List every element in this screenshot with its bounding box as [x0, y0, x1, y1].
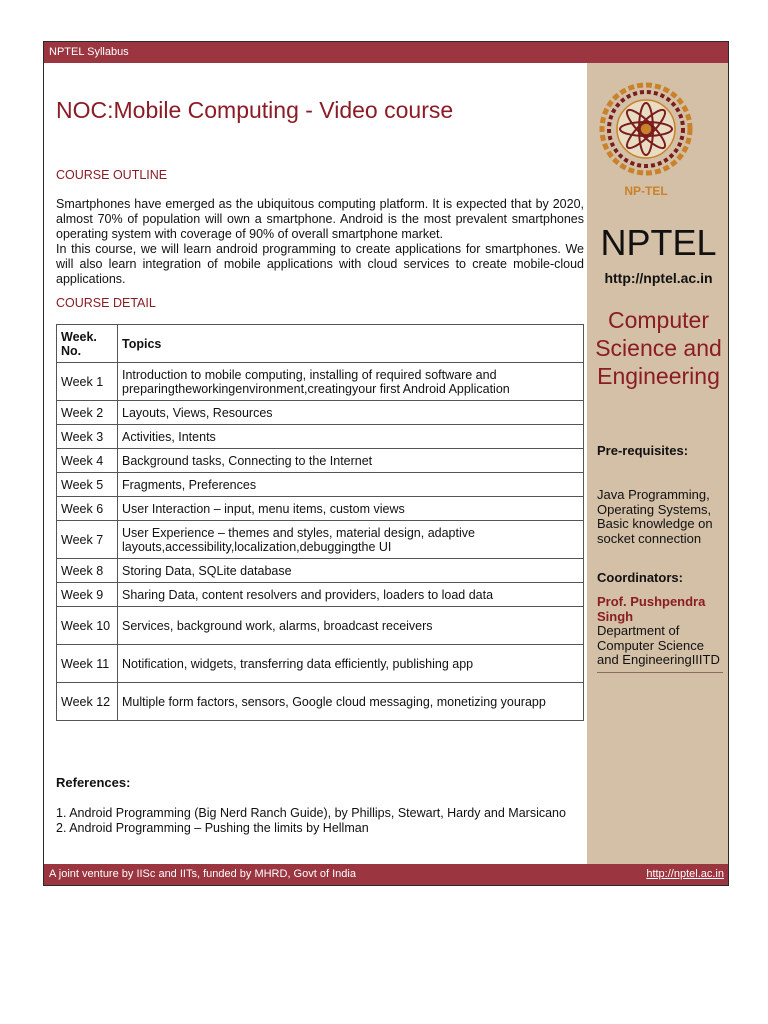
table-row: [57, 521, 584, 559]
column-header-week: Week. No.: [57, 325, 118, 363]
table-body: [57, 363, 584, 721]
header-bar: [44, 42, 728, 63]
references-heading: References:: [56, 775, 131, 790]
topic-cell: User Experience – themes and styles, material design, adaptive layouts,accessibility,localization,debuggingthe UI: [118, 521, 584, 559]
week-cell: Week 12: [57, 683, 118, 721]
week-cell: Week 4: [57, 449, 118, 473]
table-header-row: [57, 325, 584, 363]
footer-link[interactable]: http://nptel.ac.in: [646, 868, 724, 880]
course-outline-text: [56, 197, 584, 287]
topic-cell: Introduction to mobile computing, installing of required software and preparingtheworkingenvironment,creatingyour first Android Application: [118, 363, 584, 401]
topic-cell: Multiple form factors, sensors, Google cloud messaging, monetizing yourapp: [118, 683, 584, 721]
nptel-logo: [597, 79, 695, 201]
course-outline-heading: COURSE OUTLINE: [56, 168, 168, 182]
topic-cell: User Interaction – input, menu items, custom views: [118, 497, 584, 521]
column-header-topics: Topics: [118, 325, 584, 363]
week-cell: Week 5: [57, 473, 118, 497]
outline-paragraph-2: In this course, we will learn android programming to create applications for smartphones. We will also learn integration of mobile applications with cloud services to create mobile-cloud applications.: [56, 242, 584, 286]
course-detail-heading: COURSE DETAIL: [56, 296, 156, 310]
footer-text: A joint venture by IISc and IITs, funded by MHRD, Govt of India: [49, 868, 356, 880]
table-row: [57, 497, 584, 521]
table-row: [57, 583, 584, 607]
prerequisites-text: Java Programming, Operating Systems, Basic knowledge on socket connection: [597, 487, 713, 546]
topic-cell: Activities, Intents: [118, 425, 584, 449]
header-label: NPTEL Syllabus: [49, 46, 129, 58]
outline-paragraph-1: Smartphones have emerged as the ubiquitous computing platform. It is expected that by 2020, almost 70% of population will own a smartphone. Android is the most prevalent smartphones operating system with coverage of 90% of overall smartphone market.: [56, 197, 584, 241]
week-cell: Week 10: [57, 607, 118, 645]
week-cell: Week 2: [57, 401, 118, 425]
topic-cell: Notification, widgets, transferring data efficiently, publishing app: [118, 645, 584, 683]
table-row: [57, 449, 584, 473]
table-row: [57, 363, 584, 401]
reference-item: 2. Android Programming – Pushing the limits by Hellman: [56, 821, 369, 835]
sidebar-url: http://nptel.ac.in: [604, 270, 713, 286]
logo-text: NP-TEL: [624, 184, 668, 198]
topic-cell: Services, background work, alarms, broadcast receivers: [118, 607, 584, 645]
topic-cell: Layouts, Views, Resources: [118, 401, 584, 425]
week-cell: Week 7: [57, 521, 118, 559]
coordinators-heading: Coordinators:: [597, 570, 683, 585]
sidebar: [587, 63, 729, 865]
syllabus-page: [43, 41, 729, 886]
department-line: Science and: [595, 335, 722, 361]
week-cell: Week 3: [57, 425, 118, 449]
footer-bar: [44, 864, 728, 885]
reference-item: 1. Android Programming (Big Nerd Ranch Guide), by Phillips, Stewart, Hardy and Marsicano: [56, 806, 566, 820]
prerequisites-heading: Pre-requisites:: [597, 443, 689, 458]
department-title: [587, 306, 729, 390]
department-line: Computer: [608, 307, 709, 333]
week-cell: Week 9: [57, 583, 118, 607]
brand-name: NPTEL: [600, 222, 717, 263]
table-row: [57, 645, 584, 683]
topic-cell: Sharing Data, content resolvers and providers, loaders to load data: [118, 583, 584, 607]
course-detail-table: [56, 324, 584, 721]
nptel-logo-icon: [597, 79, 695, 201]
week-cell: Week 11: [57, 645, 118, 683]
topic-cell: Background tasks, Connecting to the Internet: [118, 449, 584, 473]
table-row: [57, 401, 584, 425]
references-list: [56, 806, 566, 836]
sidebar-divider: [597, 672, 723, 673]
coordinator-info: [597, 595, 725, 668]
table-row: [57, 425, 584, 449]
table-row: [57, 607, 584, 645]
topic-cell: Storing Data, SQLite database: [118, 559, 584, 583]
table-row: [57, 683, 584, 721]
course-title: NOC:Mobile Computing - Video course: [56, 97, 454, 123]
coordinator-department: Department of Computer Science and EngineeringIIITD: [597, 623, 720, 667]
week-cell: Week 8: [57, 559, 118, 583]
table-row: [57, 473, 584, 497]
week-cell: Week 6: [57, 497, 118, 521]
table-row: [57, 559, 584, 583]
week-cell: Week 1: [57, 363, 118, 401]
coordinator-name: Prof. Pushpendra Singh: [597, 594, 706, 624]
topic-cell: Fragments, Preferences: [118, 473, 584, 497]
department-line: Engineering: [597, 363, 720, 389]
